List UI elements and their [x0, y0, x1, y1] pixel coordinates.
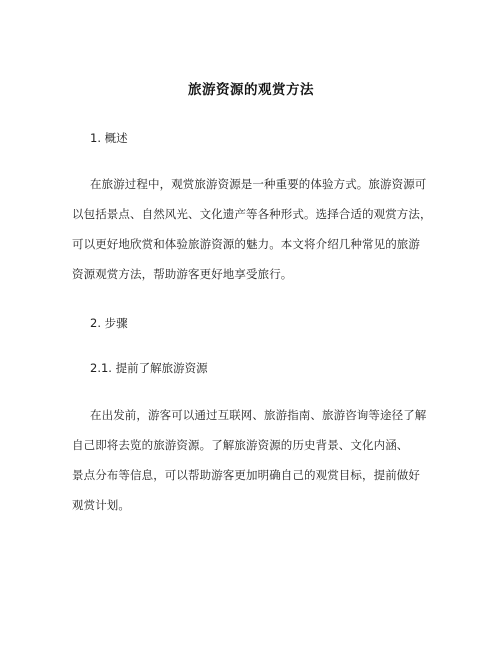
paragraph-line: 可以更好地欣赏和体验旅游资源的魅力。本文将介绍几种常见的旅游: [72, 237, 420, 251]
section-heading-steps: 2. 步骤: [90, 316, 128, 330]
paragraph-line: 在出发前，游客可以通过互联网、旅游指南、旅游咨询等途径了解: [90, 408, 427, 422]
paragraph-line: 资源观赏方法，帮助游客更好地享受旅行。: [72, 267, 293, 281]
paragraph-line: 观赏计划。: [72, 498, 130, 512]
paragraph-line: 景点分布等信息，可以帮助游客更加明确自己的观赏目标，提前做好: [72, 468, 420, 482]
paragraph-line: 自己即将去览的旅游资源。了解旅游资源的历史背景、文化内涵、: [72, 438, 409, 452]
paragraph-line: 以包括景点、自然风光、文化遗产等各种形式。选择合适的观赏方法，: [72, 207, 432, 221]
section-heading-prepare: 2.1. 提前了解旅游资源: [90, 361, 208, 375]
section-heading-overview: 1. 概述: [90, 131, 128, 145]
document-title: 旅游资源的观赏方法: [188, 82, 314, 98]
paragraph-line: 在旅游过程中，观赏旅游资源是一种重要的体验方式。旅游资源可: [90, 177, 427, 191]
